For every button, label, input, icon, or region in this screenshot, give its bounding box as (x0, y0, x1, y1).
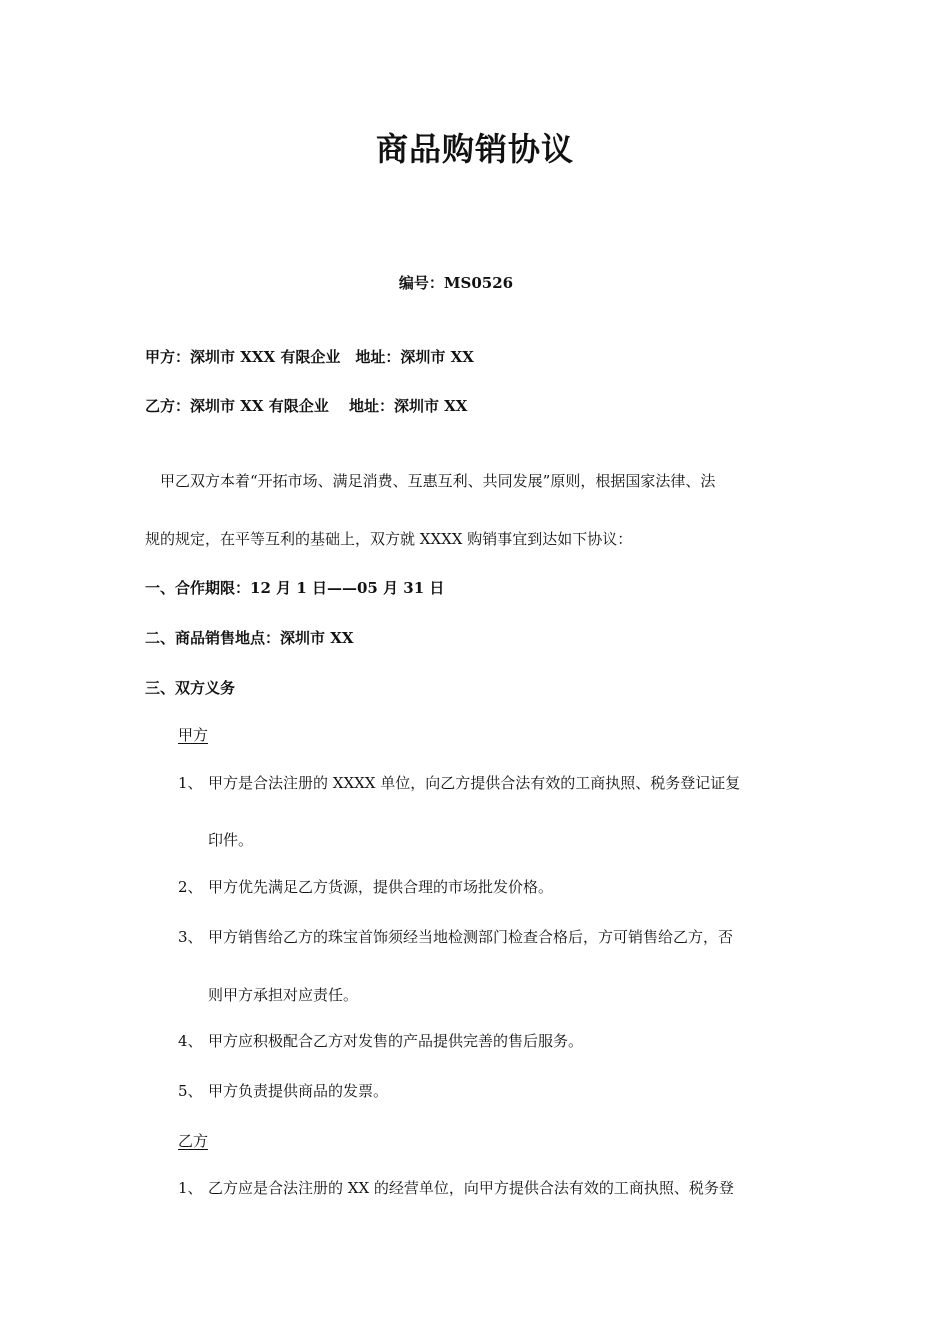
preamble-line-1: 甲乙双方本着“开拓市场、满足消费、互惠互利、共同发展”原则，根据国家法律、法 (160, 472, 716, 490)
list-item-text: 乙方应是合法注册的 XX 的经营单位，向甲方提供合法有效的工商执照、税务登 (208, 1179, 734, 1197)
list-item-text: 甲方是合法注册的 XXXX 单位，向乙方提供合法有效的工商执照、税务登记证复 (208, 774, 741, 792)
list-item (178, 927, 733, 947)
list-item-number: 1、 (178, 774, 203, 792)
list-item-number: 1、 (178, 1179, 203, 1197)
list-item-text: 甲方销售给乙方的珠宝首饰须经当地检测部门检查合格后，方可销售给乙方，否 (208, 928, 734, 946)
list-item-text: 甲方负责提供商品的发票。 (208, 1082, 389, 1100)
section-cooperation-period: 一、合作期限：12 月 1 日——05 月 31 日 (145, 579, 445, 597)
party-b-info: 乙方：深圳市 XX 有限企业 地址：深圳市 XX (145, 397, 468, 415)
section-sales-location: 二、商品销售地点：深圳市 XX (145, 629, 354, 647)
list-item (178, 1178, 734, 1198)
party-b-duties-heading: 乙方 (178, 1132, 209, 1150)
list-item-text: 甲方优先满足乙方货源，提供合理的市场批发价格。 (208, 878, 554, 896)
party-a-info: 甲方：深圳市 XXX 有限企业 地址：深圳市 XX (145, 348, 474, 366)
list-item-number: 2、 (178, 878, 203, 896)
list-item-number: 5、 (178, 1082, 203, 1100)
document-title: 商品购销协议 (375, 130, 574, 168)
list-item-text: 甲方应积极配合乙方对发售的产品提供完善的售后服务。 (208, 1032, 584, 1050)
list-item-continuation: 则甲方承担对应责任。 (208, 986, 359, 1004)
list-item (178, 1031, 583, 1051)
list-item-continuation: 印件。 (208, 831, 254, 849)
preamble-line-2: 规的规定，在平等互利的基础上，双方就 XXXX 购销事宜到达如下协议： (145, 530, 633, 548)
party-a-duties-heading: 甲方 (178, 726, 209, 744)
list-item (178, 773, 740, 793)
list-item-number: 3、 (178, 928, 203, 946)
document-number: 编号：MS0526 (398, 274, 514, 292)
list-item (178, 877, 553, 897)
list-item-number: 4、 (178, 1032, 203, 1050)
section-obligations: 三、双方义务 (145, 679, 236, 697)
list-item (178, 1081, 388, 1101)
